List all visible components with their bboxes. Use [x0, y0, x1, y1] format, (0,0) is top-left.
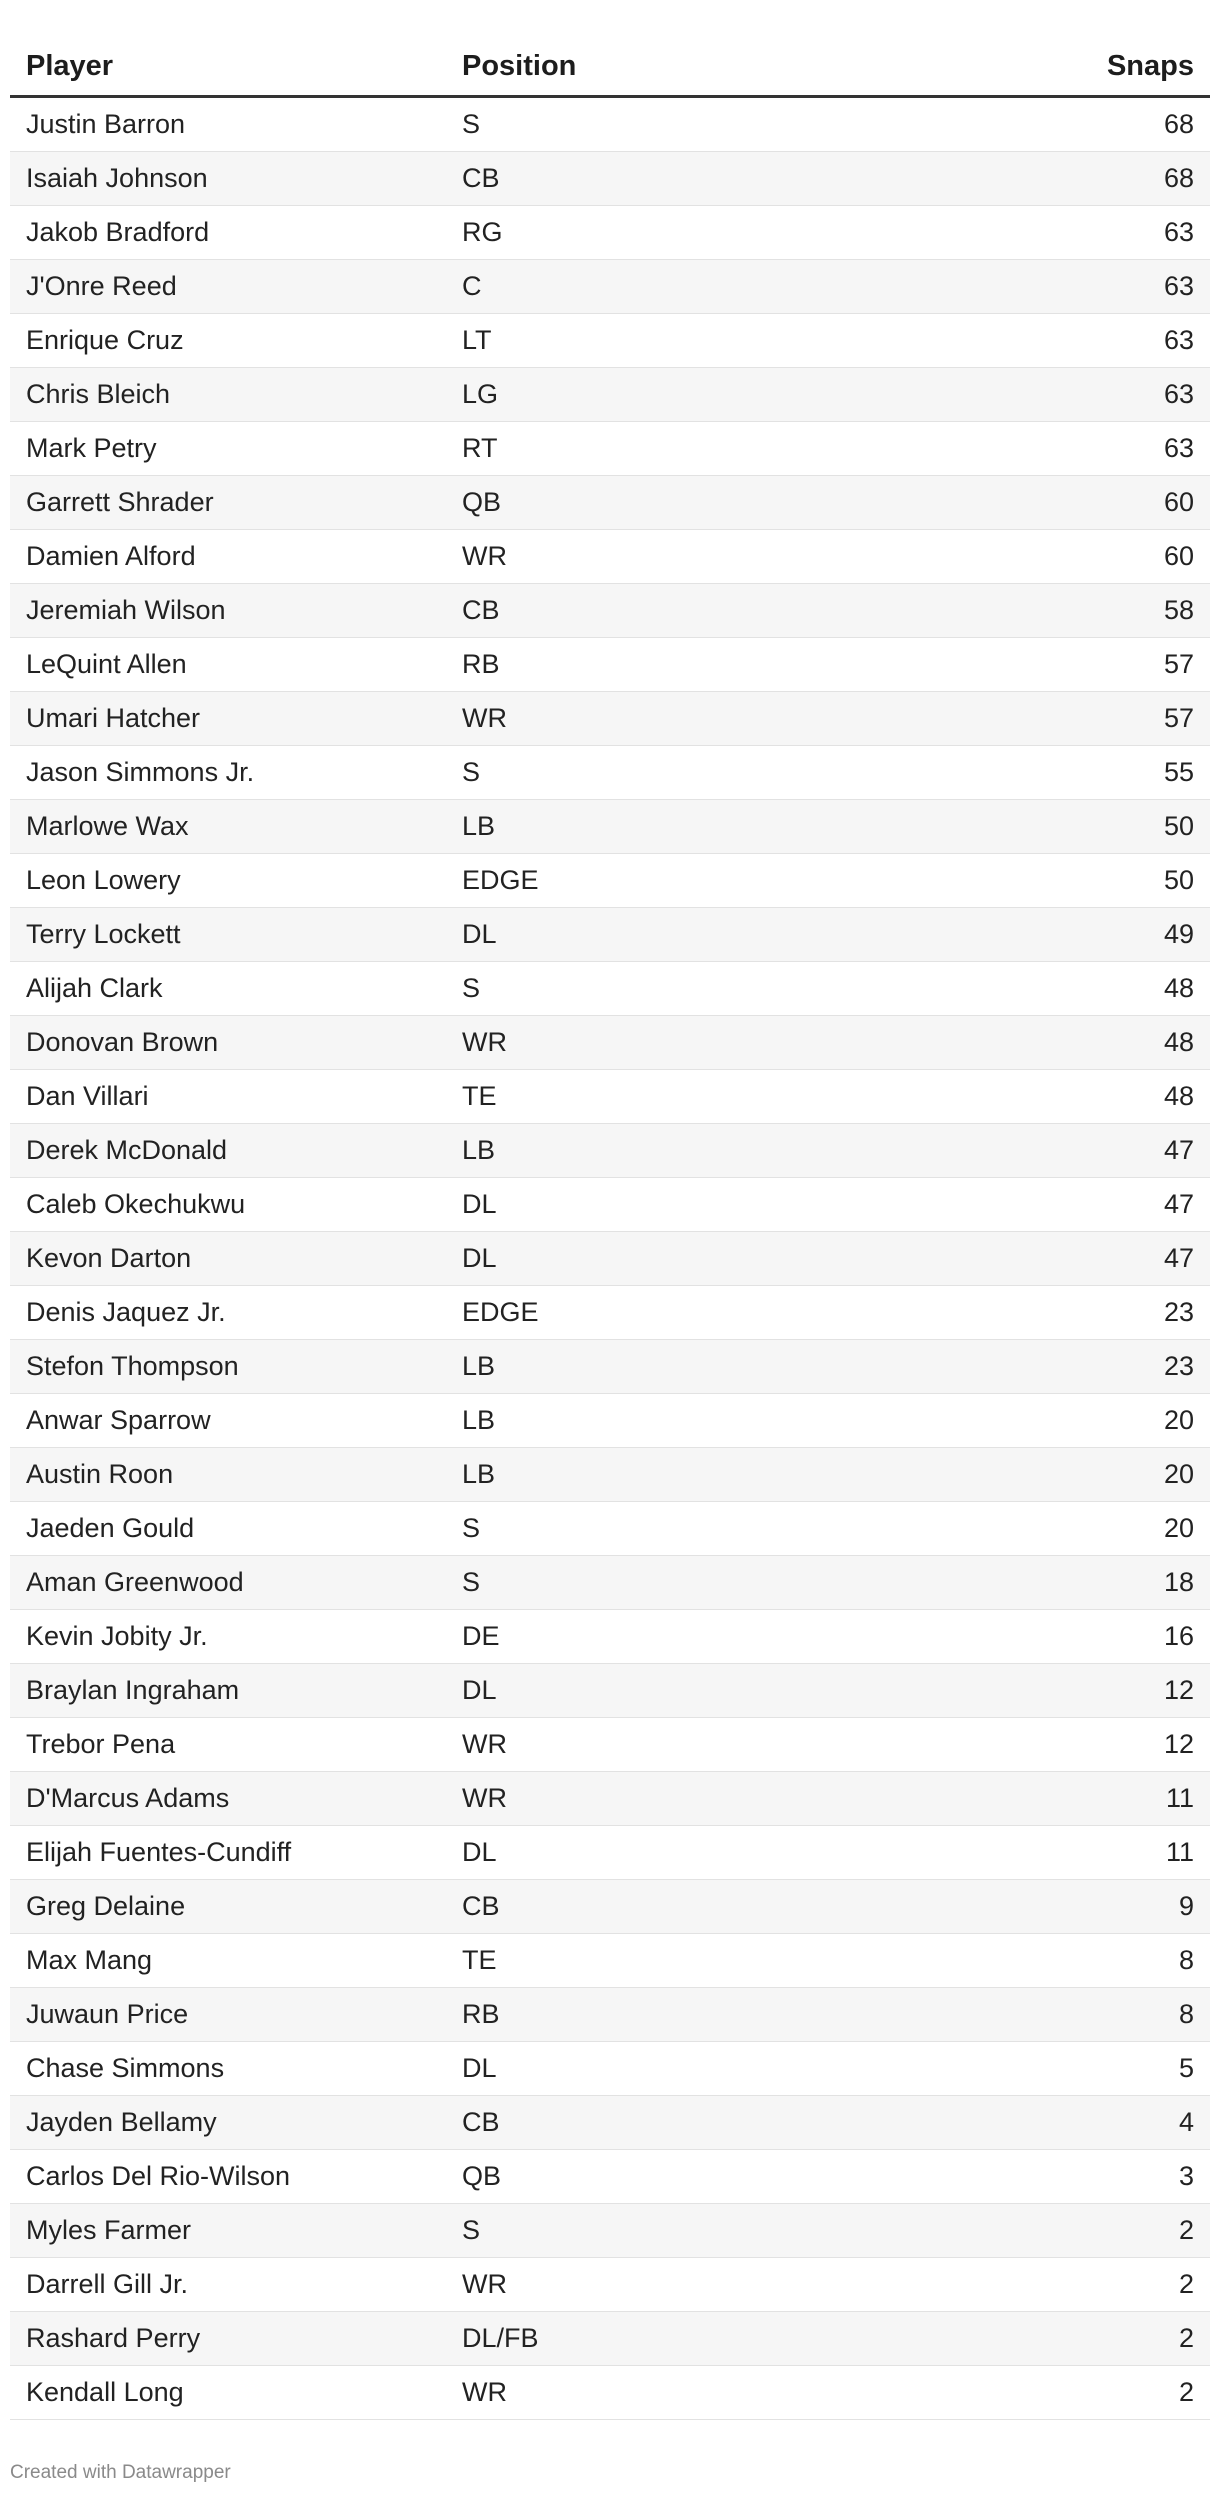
table-row — [10, 368, 1210, 422]
table-row — [10, 1232, 1210, 1286]
snaps-cell: 50 — [1163, 865, 1194, 895]
player-cell: Elijah Fuentes-Cundiff — [26, 1837, 292, 1867]
player-cell: Umari Hatcher — [26, 703, 201, 733]
position-cell: RB — [462, 649, 500, 679]
position-cell: WR — [462, 1783, 507, 1813]
position-cell: S — [462, 1567, 481, 1597]
player-cell: Rashard Perry — [26, 2323, 201, 2353]
position-cell: LT — [462, 325, 492, 355]
position-cell: DL — [462, 2053, 497, 2083]
player-cell: Dan Villari — [26, 1081, 149, 1111]
snaps-cell: 12 — [1163, 1675, 1194, 1705]
table-row — [10, 314, 1210, 368]
table-header — [10, 38, 1210, 98]
snaps-cell: 63 — [1163, 217, 1194, 247]
table-row — [10, 2258, 1210, 2312]
snaps-cell: 5 — [1178, 2053, 1194, 2083]
table-row — [10, 206, 1210, 260]
position-cell: C — [462, 271, 482, 301]
player-cell: Trebor Pena — [26, 1729, 176, 1759]
header-player[interactable]: Player — [26, 50, 114, 82]
snaps-cell: 2 — [1178, 2377, 1194, 2407]
table-row — [10, 638, 1210, 692]
position-cell: WR — [462, 1729, 507, 1759]
position-cell: CB — [462, 163, 500, 193]
player-cell: Kendall Long — [26, 2377, 184, 2407]
snaps-cell: 2 — [1178, 2323, 1194, 2353]
snaps-cell: 63 — [1163, 379, 1194, 409]
player-cell: Greg Delaine — [26, 1891, 186, 1921]
position-cell: LG — [462, 379, 499, 409]
player-cell: Derek McDonald — [26, 1135, 228, 1165]
position-cell: EDGE — [462, 1297, 539, 1327]
player-cell: Carlos Del Rio-Wilson — [26, 2161, 291, 2191]
snaps-cell: 8 — [1178, 1999, 1194, 2029]
table-row — [10, 1340, 1210, 1394]
table-row — [10, 2204, 1210, 2258]
snaps-cell: 12 — [1163, 1729, 1194, 1759]
player-cell: Jason Simmons Jr. — [26, 757, 255, 787]
snaps-cell: 50 — [1163, 811, 1194, 841]
position-cell: DE — [462, 1621, 500, 1651]
table-row — [10, 1502, 1210, 1556]
table-row — [10, 1448, 1210, 1502]
position-cell: RB — [462, 1999, 500, 2029]
table-row — [10, 1934, 1210, 1988]
position-cell: S — [462, 109, 481, 139]
player-cell: Garrett Shrader — [26, 487, 214, 517]
player-cell: LeQuint Allen — [26, 649, 187, 679]
position-cell: RG — [462, 217, 503, 247]
position-cell: S — [462, 1513, 481, 1543]
snaps-cell: 47 — [1163, 1189, 1194, 1219]
position-cell: CB — [462, 2107, 500, 2137]
snaps-cell: 60 — [1163, 541, 1194, 571]
table-row — [10, 1826, 1210, 1880]
table-row — [10, 2042, 1210, 2096]
position-cell: DL — [462, 919, 497, 949]
table-row — [10, 98, 1210, 152]
snaps-cell: 63 — [1163, 433, 1194, 463]
snaps-cell: 47 — [1163, 1243, 1194, 1273]
table-row — [10, 1772, 1210, 1826]
snaps-cell: 63 — [1163, 325, 1194, 355]
player-cell: Kevin Jobity Jr. — [26, 1621, 208, 1651]
player-cell: Stefon Thompson — [26, 1351, 239, 1381]
position-cell: DL — [462, 1189, 497, 1219]
player-cell: Chase Simmons — [26, 2053, 225, 2083]
position-cell: S — [462, 973, 481, 1003]
player-cell: D'Marcus Adams — [26, 1783, 230, 1813]
table-row — [10, 746, 1210, 800]
snaps-cell: 68 — [1163, 163, 1194, 193]
snaps-cell: 63 — [1163, 271, 1194, 301]
position-cell: QB — [462, 2161, 502, 2191]
position-cell: LB — [462, 1351, 496, 1381]
snaps-cell: 20 — [1163, 1459, 1194, 1489]
player-cell: Myles Farmer — [26, 2215, 192, 2245]
table-row — [10, 152, 1210, 206]
snaps-cell: 48 — [1163, 1027, 1194, 1057]
player-cell: Alijah Clark — [26, 973, 163, 1003]
snaps-table — [10, 38, 1210, 2420]
player-cell: Marlowe Wax — [26, 811, 189, 841]
player-cell: Denis Jaquez Jr. — [26, 1297, 226, 1327]
snaps-cell: 3 — [1178, 2161, 1194, 2191]
snaps-cell: 55 — [1163, 757, 1194, 787]
position-cell: S — [462, 757, 481, 787]
table-row — [10, 1178, 1210, 1232]
table-row — [10, 530, 1210, 584]
position-cell: LB — [462, 1135, 496, 1165]
position-cell: DL — [462, 1243, 497, 1273]
snaps-cell: 58 — [1163, 595, 1194, 625]
table-row — [10, 1664, 1210, 1718]
position-cell: LB — [462, 1405, 496, 1435]
player-cell: Aman Greenwood — [26, 1567, 244, 1597]
snaps-cell: 48 — [1163, 1081, 1194, 1111]
snaps-cell: 23 — [1163, 1351, 1194, 1381]
player-cell: Max Mang — [26, 1945, 153, 1975]
table-row — [10, 476, 1210, 530]
snaps-cell: 68 — [1163, 109, 1194, 139]
table-row — [10, 1610, 1210, 1664]
snaps-cell: 11 — [1165, 1783, 1194, 1813]
position-cell: LB — [462, 811, 496, 841]
position-cell: DL — [462, 1675, 497, 1705]
table-row — [10, 1070, 1210, 1124]
player-cell: Kevon Darton — [26, 1243, 192, 1273]
snaps-cell: 8 — [1178, 1945, 1194, 1975]
table-row — [10, 1394, 1210, 1448]
snaps-cell: 60 — [1163, 487, 1194, 517]
datawrapper-credit[interactable]: Created with Datawrapper — [10, 2462, 231, 2483]
snaps-cell: 9 — [1178, 1891, 1194, 1921]
position-cell: TE — [462, 1081, 497, 1111]
table-row — [10, 1124, 1210, 1178]
table-row — [10, 1016, 1210, 1070]
table-row — [10, 2096, 1210, 2150]
position-cell: WR — [462, 2377, 507, 2407]
player-cell: Donovan Brown — [26, 1027, 219, 1057]
player-cell: Jayden Bellamy — [26, 2107, 217, 2137]
player-cell: Jeremiah Wilson — [26, 595, 226, 625]
table-row — [10, 584, 1210, 638]
position-cell: WR — [462, 541, 507, 571]
position-cell: CB — [462, 595, 500, 625]
snaps-cell: 20 — [1163, 1405, 1194, 1435]
snaps-cell: 48 — [1163, 973, 1194, 1003]
player-cell: Chris Bleich — [26, 379, 171, 409]
header-position[interactable]: Position — [462, 50, 577, 82]
snaps-cell: 49 — [1163, 919, 1194, 949]
player-cell: Anwar Sparrow — [26, 1405, 211, 1435]
position-cell: WR — [462, 1027, 507, 1057]
snaps-cell: 57 — [1163, 649, 1194, 679]
table-row — [10, 1988, 1210, 2042]
player-cell: Mark Petry — [26, 433, 157, 463]
snaps-cell: 2 — [1178, 2269, 1194, 2299]
player-cell: J'Onre Reed — [26, 271, 177, 301]
position-cell: RT — [462, 433, 498, 463]
table-row — [10, 2150, 1210, 2204]
snaps-cell: 16 — [1163, 1621, 1194, 1651]
player-cell: Darrell Gill Jr. — [26, 2269, 189, 2299]
table-row — [10, 2366, 1210, 2420]
player-cell: Terry Lockett — [26, 919, 181, 949]
player-cell: Justin Barron — [26, 109, 186, 139]
position-cell: WR — [462, 703, 507, 733]
position-cell: EDGE — [462, 865, 539, 895]
position-cell: LB — [462, 1459, 496, 1489]
table-row — [10, 962, 1210, 1016]
header-snaps[interactable]: Snaps — [1106, 50, 1194, 82]
player-cell: Jaeden Gould — [26, 1513, 195, 1543]
position-cell: DL/FB — [462, 2323, 539, 2353]
player-cell: Caleb Okechukwu — [26, 1189, 246, 1219]
player-cell: Isaiah Johnson — [26, 163, 208, 193]
snaps-cell: 47 — [1163, 1135, 1194, 1165]
table-body — [10, 98, 1210, 2420]
snaps-cell: 20 — [1163, 1513, 1194, 1543]
position-cell: TE — [462, 1945, 497, 1975]
snaps-cell: 11 — [1165, 1837, 1194, 1867]
snaps-cell: 4 — [1178, 2107, 1194, 2137]
table-row — [10, 854, 1210, 908]
player-cell: Braylan Ingraham — [26, 1675, 240, 1705]
table-row — [10, 1556, 1210, 1610]
player-cell: Leon Lowery — [26, 865, 181, 895]
position-cell: DL — [462, 1837, 497, 1867]
table-row — [10, 1286, 1210, 1340]
snaps-cell: 23 — [1163, 1297, 1194, 1327]
player-cell: Damien Alford — [26, 541, 196, 571]
position-cell: S — [462, 2215, 481, 2245]
snaps-cell: 18 — [1163, 1567, 1194, 1597]
player-cell: Juwaun Price — [26, 1999, 189, 2029]
position-cell: WR — [462, 2269, 507, 2299]
position-cell: QB — [462, 487, 502, 517]
table-row — [10, 692, 1210, 746]
snaps-cell: 57 — [1163, 703, 1194, 733]
table-row — [10, 1880, 1210, 1934]
player-cell: Enrique Cruz — [26, 325, 184, 355]
table-row — [10, 260, 1210, 314]
table-row — [10, 800, 1210, 854]
position-cell: CB — [462, 1891, 500, 1921]
table-row — [10, 908, 1210, 962]
snaps-cell: 2 — [1178, 2215, 1194, 2245]
player-cell: Austin Roon — [26, 1459, 174, 1489]
table-row — [10, 422, 1210, 476]
table-row — [10, 1718, 1210, 1772]
table-row — [10, 2312, 1210, 2366]
player-cell: Jakob Bradford — [26, 217, 210, 247]
